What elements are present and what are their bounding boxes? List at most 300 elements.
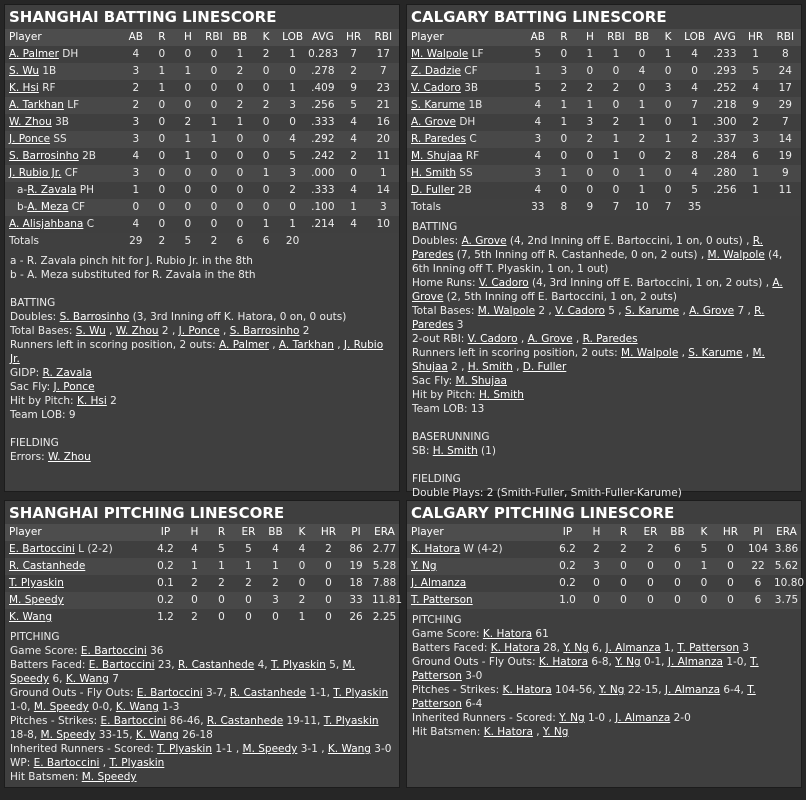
player-link[interactable]: K. Wang <box>9 611 53 623</box>
note-text: 0-1, <box>640 656 668 668</box>
stat-cell: 3 <box>586 116 594 128</box>
player-link[interactable]: J. Ponce <box>53 381 95 393</box>
stat-cell: 3 <box>752 133 759 145</box>
stat-cell: 0 <box>620 594 627 606</box>
player-link[interactable]: A. Grove <box>689 305 735 317</box>
column-header: ERA <box>776 526 797 538</box>
player-link[interactable]: M. Speedy <box>10 659 355 685</box>
stat-cell: 0 <box>262 116 270 128</box>
stat-cell: 14 <box>778 133 792 145</box>
note-text: BATTING <box>10 297 56 309</box>
player-link[interactable]: M. Speedy <box>33 701 89 713</box>
stat-cell: 0 <box>245 594 252 606</box>
player-link[interactable]: K. Hatora <box>483 726 533 738</box>
stat-cell: 2 <box>236 99 244 111</box>
stat-cell: 0 <box>272 611 279 623</box>
stat-cell: 0 <box>560 150 568 162</box>
note-text: BATTING <box>412 221 458 233</box>
column-header: AVG <box>311 31 334 43</box>
player-position: 1B <box>39 65 57 77</box>
note-text: Pitches - Strikes: <box>10 715 101 727</box>
stat-cell: 1 <box>262 167 270 179</box>
player-link[interactable]: E. Bartoccini <box>33 757 100 769</box>
table-row <box>407 131 801 148</box>
stat-cell: 0 <box>325 560 332 572</box>
player-link[interactable]: E. Bartoccini <box>88 659 155 671</box>
player-link[interactable]: S. Karume <box>688 347 743 359</box>
player-link[interactable]: T. Patterson <box>677 642 740 654</box>
stat-cell: 0 <box>158 133 166 145</box>
player-link[interactable]: V. Cadoro <box>411 82 461 94</box>
player-link[interactable]: A. Grove <box>412 277 783 303</box>
stat-cell: 0 <box>638 150 646 162</box>
player-link[interactable]: K. Hatora <box>411 543 461 555</box>
shanghai-batting-panel <box>4 4 400 492</box>
note-line <box>412 276 796 304</box>
note-line <box>412 613 796 627</box>
note-text: Ground Outs - Fly Outs: <box>10 687 137 699</box>
stat-cell: 0 <box>184 99 192 111</box>
player-link[interactable]: T. Plyaskin <box>109 757 165 769</box>
player-link[interactable]: J. Ponce <box>9 133 51 145</box>
totals-cell <box>306 233 339 250</box>
player-link[interactable]: K. Hatora <box>502 684 552 696</box>
stat-cell: 2 <box>620 543 627 555</box>
player-link[interactable]: A. Palmer <box>219 339 269 351</box>
player-link[interactable]: R. Castanhede <box>177 659 255 671</box>
stat-cell: 1 <box>638 116 646 128</box>
player-link[interactable]: J. Rubio Jr. <box>9 167 62 179</box>
column-header: AB <box>128 31 143 43</box>
column-header: R <box>158 31 166 43</box>
stat-cell: 0 <box>158 184 166 196</box>
note-text: 1-0, <box>10 701 34 713</box>
column-header: R <box>560 31 568 43</box>
stat-cell: 6 <box>754 594 762 606</box>
player-link[interactable]: M. Shujaa <box>455 375 507 387</box>
player-link[interactable]: H. Smith <box>411 167 456 179</box>
table-row <box>5 165 399 182</box>
player-link[interactable]: M. Walpole <box>477 305 536 317</box>
totals-row <box>5 233 399 250</box>
player-link[interactable]: M. Shujaa <box>411 150 463 162</box>
player-link[interactable]: T. Patterson <box>411 594 473 606</box>
stat-cell: 18 <box>349 577 363 589</box>
stat-cell: .333 <box>311 184 335 196</box>
stat-cell: 0 <box>289 65 296 77</box>
player-link[interactable]: Y. Ng <box>615 656 641 668</box>
totals-cell <box>770 199 801 216</box>
note-text: , <box>219 325 230 337</box>
stat-cell: 7 <box>379 65 387 77</box>
player-cell <box>5 199 123 216</box>
stat-cell: 0 <box>218 594 225 606</box>
stat-cell: 0 <box>727 543 734 555</box>
player-link[interactable]: T. Plyaskin <box>333 687 389 699</box>
player-link[interactable]: Y. Ng <box>411 560 437 572</box>
stat-cell: 0 <box>210 82 218 94</box>
player-link[interactable]: R. Castanhede <box>229 687 307 699</box>
column-header: PI <box>753 526 763 538</box>
note-text: 19-11, <box>283 715 324 727</box>
stat-cell: 6.2 <box>559 543 576 555</box>
note-line <box>10 338 394 366</box>
stat-cell: 2 <box>691 133 698 145</box>
calgary-pitching-notes <box>412 613 796 739</box>
player-link[interactable]: W. Zhou <box>9 116 52 128</box>
player-link[interactable]: E. Bartoccini <box>9 543 75 555</box>
stat-cell: 0 <box>612 65 620 77</box>
player-link[interactable]: K. Wang <box>115 701 159 713</box>
player-link[interactable]: M. Speedy <box>40 729 96 741</box>
player-link[interactable]: E. Bartoccini <box>80 645 147 657</box>
note-text: 4, <box>254 659 271 671</box>
player-link[interactable]: R. Zavala <box>42 367 92 379</box>
stat-cell: 5 <box>245 543 252 555</box>
stat-cell: 1 <box>289 218 296 230</box>
player-cell <box>5 558 150 575</box>
stat-cell: 1 <box>664 133 672 145</box>
player-link[interactable]: Y. Ng <box>598 684 625 696</box>
table-row <box>407 97 801 114</box>
stat-cell: 0 <box>184 48 192 60</box>
note-text: WP: <box>10 757 34 769</box>
column-header: H <box>183 31 192 43</box>
note-text: , <box>532 726 543 738</box>
spacer <box>10 422 394 436</box>
player-link[interactable]: S. Karume <box>411 99 466 111</box>
stat-cell: 1 <box>184 133 192 145</box>
stat-cell: 4 <box>534 116 542 128</box>
note-text: Doubles: <box>412 235 462 247</box>
stat-cell: 2 <box>664 150 672 162</box>
stat-cell: 33 <box>349 594 363 606</box>
table-row <box>407 80 801 97</box>
player-link[interactable]: R. Castanhede <box>206 715 284 727</box>
column-header: BB <box>232 31 248 43</box>
stat-cell: 0 <box>325 611 332 623</box>
note-text: a - R. Zavala pinch hit for J. Rubio Jr. in the 8th <box>10 255 253 267</box>
player-link[interactable]: M. Walpole <box>707 249 765 261</box>
note-text: 0-0, <box>88 701 116 713</box>
stat-cell: 5 <box>218 543 225 555</box>
note-text: 2-out RBI: <box>412 333 468 345</box>
stat-cell: 0 <box>620 560 627 572</box>
player-link[interactable]: M. Walpole <box>411 48 469 60</box>
table-row <box>407 46 801 63</box>
stat-cell: 0 <box>647 594 654 606</box>
player-link[interactable]: R. Paredes <box>582 333 638 345</box>
player-link[interactable]: S. Barrosinho <box>9 150 79 162</box>
note-text: 1-0, <box>722 656 751 668</box>
stat-cell: 1 <box>586 48 594 60</box>
player-link[interactable]: T. Patterson <box>412 656 759 682</box>
player-link[interactable]: M. Speedy <box>242 743 298 755</box>
note-line <box>10 310 394 324</box>
stat-cell: 4 <box>350 184 357 196</box>
column-header: Player <box>411 526 444 538</box>
player-link[interactable]: Y. Ng <box>542 726 569 738</box>
player-link[interactable]: J. Almanza <box>605 642 661 654</box>
player-link[interactable]: H. Smith <box>478 389 524 401</box>
stat-cell: 0 <box>245 611 252 623</box>
note-text: Team LOB: 9 <box>10 409 76 421</box>
player-cell <box>407 148 525 165</box>
stat-cell: 2 <box>593 543 600 555</box>
stat-cell: 2 <box>350 65 357 77</box>
note-line <box>10 742 394 756</box>
stat-cell: 0 <box>210 99 218 111</box>
stat-cell: 0.2 <box>559 577 576 589</box>
spacer <box>412 458 796 472</box>
note-line <box>10 436 394 450</box>
player-link[interactable]: E. Bartoccini <box>100 715 167 727</box>
totals-cell <box>708 199 741 216</box>
table-header-row <box>5 29 399 46</box>
stat-cell: 5 <box>350 99 357 111</box>
totals-label: Totals <box>9 235 39 247</box>
stat-cell: 6 <box>674 543 681 555</box>
player-link[interactable]: W. Zhou <box>115 325 159 337</box>
player-link[interactable]: K. Wang <box>327 743 371 755</box>
player-link[interactable]: S. Barrosinho <box>229 325 300 337</box>
calgary-batting-table <box>407 29 801 216</box>
player-link[interactable]: Y. Ng <box>563 642 589 654</box>
player-cell <box>5 148 123 165</box>
column-header: LOB <box>684 31 706 43</box>
player-link[interactable]: V. Cadoro <box>478 277 529 289</box>
player-link[interactable]: Z. Dadzie <box>411 65 461 77</box>
player-position: W (4-2) <box>460 543 503 555</box>
player-position: RF <box>38 82 56 94</box>
note-line <box>412 627 796 641</box>
player-link[interactable]: R. Paredes <box>411 133 467 145</box>
player-link[interactable]: A. Grove <box>411 116 456 128</box>
player-link[interactable]: H. Smith <box>467 361 513 373</box>
player-link[interactable]: K. Hatora <box>482 628 533 640</box>
shanghai-batting-notes <box>10 254 394 464</box>
stat-cell: 0 <box>210 201 218 213</box>
note-line <box>412 430 796 444</box>
note-text: SB: <box>412 445 433 457</box>
player-link[interactable]: S. Barrosinho <box>59 311 130 323</box>
player-cell <box>407 575 552 592</box>
player-link[interactable]: J. Almanza <box>411 577 467 589</box>
stat-cell: 3.86 <box>774 543 799 555</box>
stat-cell: 1 <box>262 218 270 230</box>
player-link[interactable]: Y. Ng <box>559 712 585 724</box>
stat-cell: 4 <box>132 218 140 230</box>
player-link[interactable]: J. Ponce <box>178 325 220 337</box>
stat-cell: 0 <box>560 184 568 196</box>
player-link[interactable]: M. Speedy <box>9 594 64 606</box>
stat-cell: 0 <box>674 560 681 572</box>
stat-cell: .256 <box>713 184 737 196</box>
player-link[interactable]: R. Zavala <box>27 184 77 196</box>
player-link[interactable]: A. Tarkhan <box>9 99 64 111</box>
note-line <box>412 388 796 402</box>
stat-cell: 1 <box>289 82 296 94</box>
table-row <box>407 592 801 609</box>
stat-cell: 0 <box>184 184 192 196</box>
stat-cell: 5 <box>534 48 542 60</box>
stat-cell: 0 <box>612 184 620 196</box>
note-line <box>412 711 796 725</box>
totals-cell <box>368 233 399 250</box>
note-line <box>10 324 394 338</box>
stat-cell: 4 <box>691 167 698 179</box>
player-position: L (2-2) <box>74 543 113 555</box>
stat-cell: 3 <box>132 167 140 179</box>
stat-cell: .278 <box>311 65 335 77</box>
player-link[interactable]: R. Paredes <box>412 305 765 331</box>
player-link[interactable]: H. Smith <box>432 445 478 457</box>
stat-cell: 3 <box>664 82 672 94</box>
column-header: K <box>664 31 672 43</box>
shanghai-pitching-table <box>5 524 403 626</box>
player-link[interactable]: K. Wang <box>135 729 179 741</box>
table-row <box>5 148 399 165</box>
stat-cell: 2 <box>350 150 357 162</box>
table-row <box>5 46 399 63</box>
player-cell <box>407 541 552 558</box>
stat-cell: 4 <box>350 218 357 230</box>
table-row <box>5 592 399 609</box>
player-link[interactable]: J. Almanza <box>664 684 721 696</box>
player-link[interactable]: A. Tarkhan <box>278 339 334 351</box>
note-line <box>10 254 394 268</box>
player-link[interactable]: T. Plyaskin <box>9 577 64 589</box>
stat-cell: 0 <box>700 594 708 606</box>
note-text: Batters Faced: <box>10 659 89 671</box>
player-link[interactable]: S. Wu <box>9 65 40 77</box>
player-link[interactable]: M. Walpole <box>621 347 679 359</box>
stat-cell: .256 <box>311 99 335 111</box>
stat-cell: 0 <box>132 201 140 213</box>
stat-cell: 0 <box>236 133 244 145</box>
table-row <box>5 541 399 558</box>
stat-cell: .218 <box>713 99 737 111</box>
note-text: Game Score: <box>10 645 81 657</box>
note-text: Doubles: <box>10 311 60 323</box>
stat-cell: 2 <box>638 133 646 145</box>
totals-cell: 10 <box>635 201 649 213</box>
player-link[interactable]: J. Almanza <box>615 712 671 724</box>
stat-cell: 0 <box>262 133 270 145</box>
stat-cell: 0 <box>184 82 192 94</box>
table-row <box>5 182 399 199</box>
player-link[interactable]: J. Rubio Jr. <box>10 339 384 365</box>
player-link[interactable]: A. Grove <box>527 333 573 345</box>
player-link[interactable]: V. Cadoro <box>555 305 605 317</box>
totals-cell <box>742 199 770 216</box>
player-link[interactable]: M. Speedy <box>81 771 137 783</box>
player-link[interactable]: S. Wu <box>75 325 106 337</box>
stat-cell: 2 <box>612 82 620 94</box>
stat-cell: 0 <box>236 82 244 94</box>
stat-cell: 7 <box>691 99 698 111</box>
stat-cell: 0 <box>210 65 218 77</box>
calgary-pitching-panel <box>406 500 805 788</box>
stat-cell: 0 <box>586 184 594 196</box>
player-link[interactable]: A. Meza <box>27 201 69 213</box>
note-text: 86-46, <box>166 715 207 727</box>
stat-cell: 8 <box>781 48 789 60</box>
stat-cell: 4 <box>191 543 198 555</box>
player-link[interactable]: A. Grove <box>461 235 507 247</box>
totals-cell: 8 <box>560 201 568 213</box>
totals-cell: 6 <box>236 235 244 247</box>
player-link[interactable]: K. Hatora <box>490 642 540 654</box>
note-line <box>412 346 796 374</box>
player-link[interactable]: T. Plyaskin <box>323 715 379 727</box>
note-text: Hit by Pitch: <box>10 395 77 407</box>
note-text: 22-15, <box>624 684 665 696</box>
stat-cell: 1 <box>184 150 192 162</box>
player-link[interactable]: R. Paredes <box>412 235 764 261</box>
player-link[interactable]: T. Plyaskin <box>157 743 213 755</box>
player-position: CF <box>61 167 79 179</box>
stat-cell: 23 <box>376 82 390 94</box>
stat-cell: 4 <box>272 543 279 555</box>
note-text: , <box>512 361 523 373</box>
player-link[interactable]: K. Hatora <box>538 656 589 668</box>
player-position: C <box>83 218 95 230</box>
player-link[interactable]: V. Cadoro <box>467 333 518 345</box>
player-cell <box>5 609 150 626</box>
player-link[interactable]: E. Bartoccini <box>136 687 203 699</box>
player-link[interactable]: K. Hsi <box>9 82 39 94</box>
player-link[interactable]: K. Wang <box>65 673 109 685</box>
player-link[interactable]: T. Plyaskin <box>270 659 326 671</box>
spacer <box>10 282 394 296</box>
note-text: 2 , <box>535 305 556 317</box>
stat-cell: 2 <box>325 543 332 555</box>
player-link[interactable]: K. Hsi <box>76 395 107 407</box>
stat-cell: 1 <box>158 82 166 94</box>
player-link[interactable]: S. Karume <box>624 305 680 317</box>
player-position: SS <box>50 133 67 145</box>
note-text: GIDP: <box>10 367 43 379</box>
stat-cell: 1 <box>560 167 568 179</box>
note-text: 1, <box>660 642 678 654</box>
player-link[interactable]: A. Alisjahbana <box>9 218 84 230</box>
stat-cell: 1 <box>191 560 198 572</box>
player-link[interactable]: R. Castanhede <box>9 560 86 572</box>
stat-cell: 4 <box>289 133 296 145</box>
player-link[interactable]: A. Palmer <box>9 48 59 60</box>
note-line <box>412 234 796 276</box>
table-header-row <box>407 29 801 46</box>
column-header: IP <box>562 526 573 538</box>
table-row <box>5 216 399 233</box>
player-link[interactable]: J. Almanza <box>667 656 723 668</box>
player-link[interactable]: D. Fuller <box>411 184 455 196</box>
stat-cell: 5 <box>700 543 708 555</box>
stat-cell: 1 <box>236 48 244 60</box>
player-link[interactable]: T. Patterson <box>412 684 756 710</box>
column-header: RBI <box>776 31 795 43</box>
player-cell <box>5 575 150 592</box>
totals-cell <box>340 233 368 250</box>
player-cell <box>5 97 123 114</box>
player-link[interactable]: W. Zhou <box>47 451 91 463</box>
player-link[interactable]: D. Fuller <box>522 361 567 373</box>
note-text: 2 <box>106 395 117 407</box>
stat-cell: 0 <box>210 218 218 230</box>
player-link[interactable]: M. Shujaa <box>412 347 765 373</box>
note-text: 18-8, <box>10 729 41 741</box>
